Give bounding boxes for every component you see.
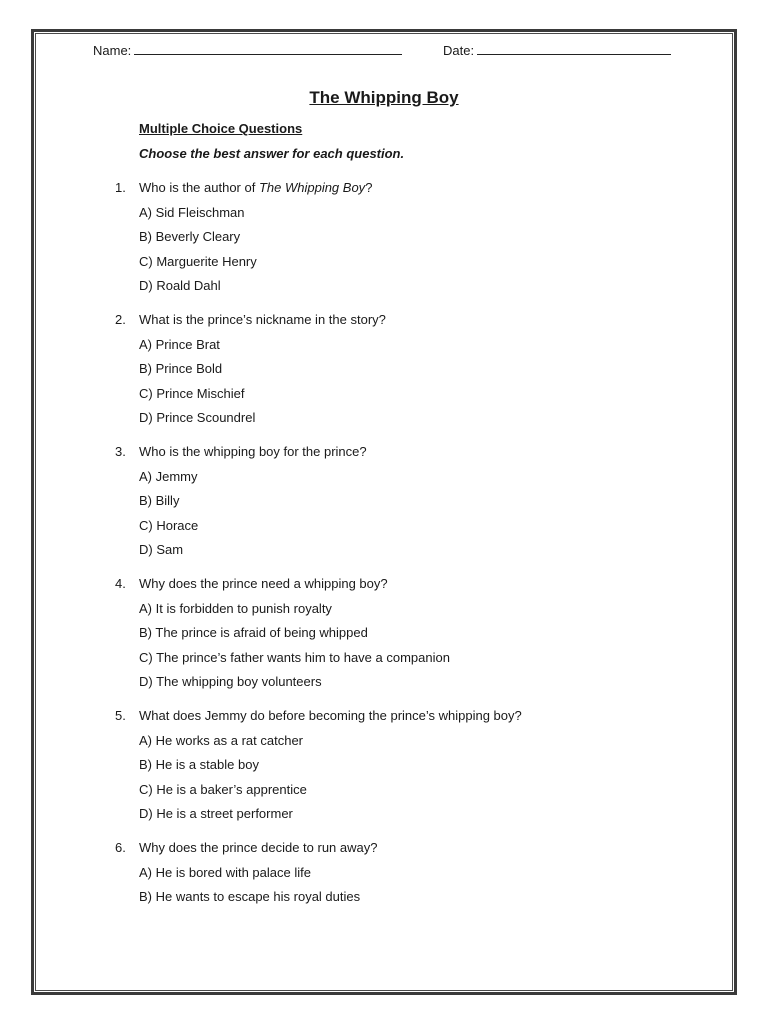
book-title-italic: The Whipping Boy (258, 180, 366, 195)
answer-option: B) He is a stable boy (139, 757, 259, 772)
answer-option: C) He is a baker’s apprentice (139, 782, 307, 797)
answer-option: D) He is a street performer (139, 806, 293, 821)
instructions: Choose the best answer for each question. (139, 146, 405, 161)
question-number: 5. (115, 708, 126, 723)
question-text (139, 180, 372, 196)
answer-option: C) Horace (139, 518, 199, 533)
question-text-part: ? (365, 180, 373, 195)
question-text-part: Who is the author of (139, 180, 259, 195)
answer-option: C) Marguerite Henry (139, 254, 257, 269)
name-field[interactable] (93, 42, 402, 59)
answer-option: B) He wants to escape his royal duties (139, 889, 361, 904)
answer-option: B) Beverly Cleary (139, 229, 241, 244)
answer-option: D) Roald Dahl (139, 278, 221, 293)
question-number: 1. (115, 180, 126, 195)
question-number: 6. (115, 840, 126, 855)
question-number: 3. (115, 444, 126, 459)
answer-option: A) Sid Fleischman (139, 205, 245, 220)
answer-option: D) Prince Scoundrel (139, 410, 256, 425)
question-text: Why does the prince need a whipping boy? (139, 576, 388, 591)
question-number: 4. (115, 576, 126, 591)
answer-option: A) Jemmy (139, 469, 198, 484)
date-field[interactable] (443, 42, 671, 59)
question-text: Why does the prince decide to run away? (139, 840, 378, 855)
answer-option: B) The prince is afraid of being whipped (139, 625, 368, 640)
date-blank-line[interactable] (477, 42, 671, 55)
date-label: Date: (443, 43, 475, 58)
question-text: Who is the whipping boy for the prince? (139, 444, 367, 459)
answer-option: B) Billy (139, 493, 180, 508)
question-number: 2. (115, 312, 126, 327)
question-text: What is the prince’s nickname in the story? (139, 312, 386, 327)
answer-option: D) The whipping boy volunteers (139, 674, 322, 689)
answer-option: C) Prince Mischief (139, 386, 245, 401)
answer-option: C) The prince’s father wants him to have a companion (139, 650, 450, 665)
answer-option: A) He is bored with palace life (139, 865, 311, 880)
worksheet-title: The Whipping Boy (309, 88, 459, 107)
name-blank-line[interactable] (134, 42, 402, 55)
question-text: What does Jemmy do before becoming the prince’s whipping boy? (139, 708, 522, 723)
answer-option: A) Prince Brat (139, 337, 220, 352)
section-heading: Multiple Choice Questions (139, 121, 303, 136)
answer-option: D) Sam (139, 542, 184, 557)
name-label: Name: (93, 43, 132, 58)
answer-option: A) It is forbidden to punish royalty (139, 601, 332, 616)
answer-option: B) Prince Bold (139, 361, 223, 376)
answer-option: A) He works as a rat catcher (139, 733, 303, 748)
